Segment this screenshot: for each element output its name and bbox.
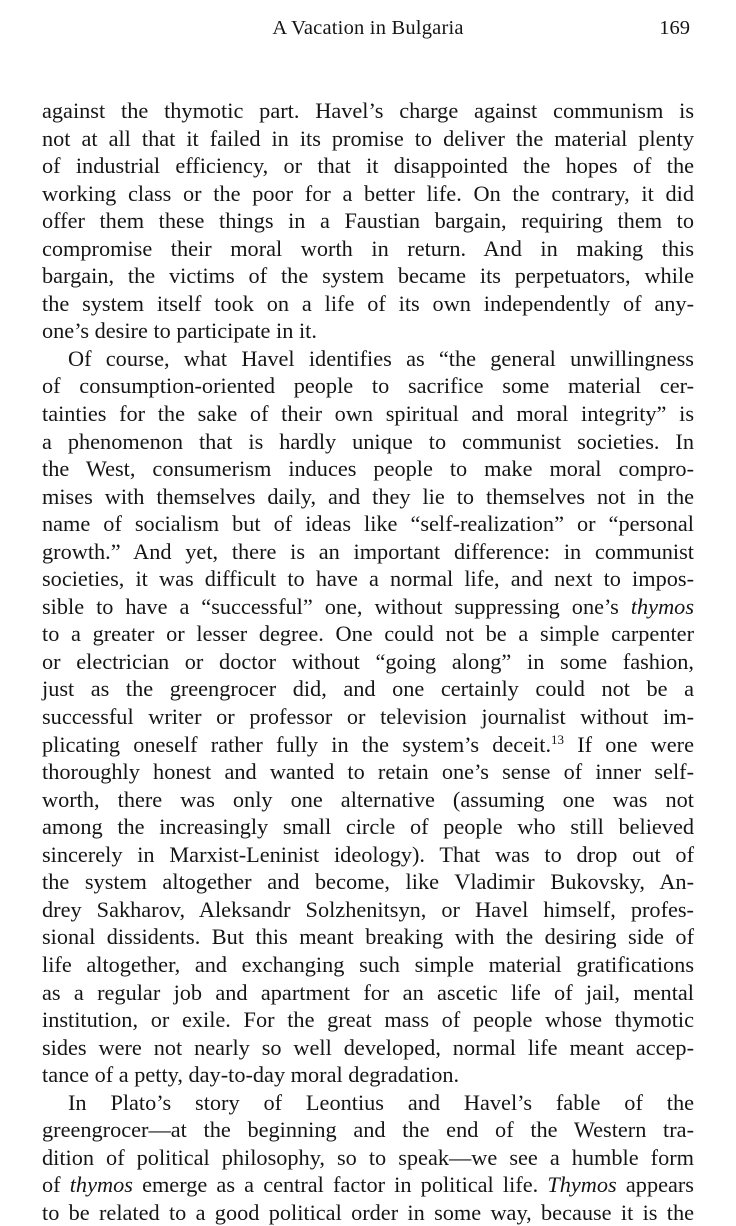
text-line — [42, 703, 694, 731]
footnote-marker: 13 — [551, 731, 565, 747]
line-text: sincerely in Marxist-Leninist ideology). That was to drop out of — [42, 841, 694, 867]
text-line — [42, 593, 694, 621]
line-text: bargain, the victims of the system became its perpetuators, while — [42, 263, 694, 289]
text-line — [42, 648, 694, 676]
line-text: drey Sakharov, Aleksandr Solzhenitsyn, or Havel himself, profes- — [42, 896, 694, 922]
text-line — [42, 1061, 694, 1089]
book-page — [42, 14, 694, 1226]
text-line — [42, 758, 694, 786]
text-line — [42, 675, 694, 703]
text-line — [42, 97, 694, 125]
text-line — [42, 152, 694, 180]
text-line — [42, 372, 694, 400]
line-text: compromise their moral worth in return. And in making this — [42, 235, 694, 261]
line-text: dition of political philosophy, so to speak—we see a humble form — [42, 1144, 694, 1170]
text-line — [42, 813, 694, 841]
text-line — [42, 620, 694, 648]
line-text: the system altogether and become, like Vladimir Bukovsky, An- — [42, 869, 694, 895]
text-line — [42, 786, 694, 814]
text-line — [42, 510, 694, 538]
text-line — [42, 923, 694, 951]
text-line — [42, 1006, 694, 1034]
line-text: against the thymotic part. Havel’s charge against communism is — [42, 98, 694, 123]
text-line — [42, 125, 694, 153]
line-text: of — [42, 1172, 70, 1198]
text-line — [42, 979, 694, 1007]
text-line — [42, 428, 694, 456]
text-line — [42, 290, 694, 318]
text-line — [42, 317, 694, 345]
page-number: 169 — [659, 17, 690, 39]
line-text: to be related to a good political order in some way, because it is the — [42, 1199, 694, 1225]
line-text: name of socialism but of ideas like “self-realization” or “personal — [42, 511, 694, 537]
line-text: greengrocer—at the beginning and the end of the Western tra- — [42, 1117, 694, 1143]
line-text: the West, consumerism induces people to make moral compro- — [42, 456, 694, 482]
line-text: or electrician or doctor without “going along” in some fashion, — [42, 648, 694, 674]
line-text: working class or the poor for a better life. On the contrary, it did — [42, 180, 694, 206]
line-text: worth, there was only one alternative (assuming one was not — [42, 786, 694, 812]
line-text: emerge as a central factor in political life. — [132, 1172, 548, 1198]
text-line — [42, 731, 694, 759]
line-text: sional dissidents. But this meant breaking with the desiring side of — [42, 924, 694, 950]
text-line — [42, 841, 694, 869]
text-line — [42, 235, 694, 263]
text-line — [42, 180, 694, 208]
line-text: to a greater or lesser degree. One could not be a simple carpenter — [42, 621, 694, 647]
line-text: of consumption-oriented people to sacrifice some material cer- — [42, 373, 694, 399]
line-text: societies, it was difficult to have a normal life, and next to impos- — [42, 566, 694, 592]
body-text — [42, 97, 694, 1226]
line-text: In Plato’s story of Leontius and Havel’s fable of the — [68, 1089, 694, 1115]
line-text: one’s desire to participate in it. — [42, 318, 317, 344]
running-head — [42, 14, 694, 46]
line-text: If one were — [564, 731, 694, 757]
line-text: of industrial efficiency, or that it disappointed the hopes of the — [42, 153, 694, 179]
line-text: offer them these things in a Faustian bargain, requiring them to — [42, 208, 694, 234]
line-text: plicating oneself rather fully in the system’s deceit. — [42, 731, 552, 757]
line-text: a phenomenon that is hardly unique to communist societies. In — [42, 428, 694, 454]
line-text: tance of a petty, day-to-day moral degradation. — [42, 1062, 460, 1088]
text-line — [42, 207, 694, 235]
line-text: as a regular job and apartment for an ascetic life of jail, mental — [42, 979, 694, 1005]
line-text: growth.” And yet, there is an important difference: in communist — [42, 538, 694, 564]
running-title: A Vacation in Bulgaria — [272, 17, 464, 39]
line-text: not at all that it failed in its promise to deliver the material plenty — [42, 125, 694, 151]
line-text: life altogether, and exchanging such simple material gratifications — [42, 951, 694, 977]
emphasis-text: Thymos — [547, 1172, 617, 1198]
line-text: institution, or exile. For the great mass of people whose thymotic — [42, 1007, 694, 1033]
line-text: just as the greengrocer did, and one certainly could not be a — [42, 676, 694, 702]
line-text: tainties for the sake of their own spiritual and moral integrity” is — [42, 401, 694, 427]
text-line — [42, 951, 694, 979]
text-line — [42, 1199, 694, 1226]
emphasis-text: thymos — [69, 1172, 133, 1198]
text-line — [42, 262, 694, 290]
text-line — [42, 868, 694, 896]
text-line — [42, 1116, 694, 1144]
line-text: sides were not nearly so well developed, normal life meant accep- — [42, 1034, 694, 1060]
text-line — [42, 1089, 694, 1117]
line-text: the system itself took on a life of its own independently of any- — [42, 290, 694, 316]
line-text: among the increasingly small circle of people who still believed — [42, 814, 694, 840]
line-text: Of course, what Havel identifies as “the general unwillingness — [68, 345, 694, 371]
line-text: successful writer or professor or television journalist without im- — [42, 704, 694, 730]
text-line — [42, 483, 694, 511]
line-text: appears — [616, 1172, 694, 1198]
line-text: thoroughly honest and wanted to retain one’s sense of inner self- — [42, 759, 694, 785]
text-line — [42, 538, 694, 566]
text-line — [42, 345, 694, 373]
text-line — [42, 565, 694, 593]
text-line — [42, 896, 694, 924]
line-text: mises with themselves daily, and they lie to themselves not in the — [42, 483, 694, 509]
text-line — [42, 455, 694, 483]
text-line — [42, 400, 694, 428]
text-line — [42, 1144, 694, 1172]
line-text: sible to have a “successful” one, without suppressing one’s — [42, 593, 631, 619]
text-line — [42, 1034, 694, 1062]
text-line — [42, 1171, 694, 1199]
emphasis-text: thymos — [630, 593, 694, 619]
